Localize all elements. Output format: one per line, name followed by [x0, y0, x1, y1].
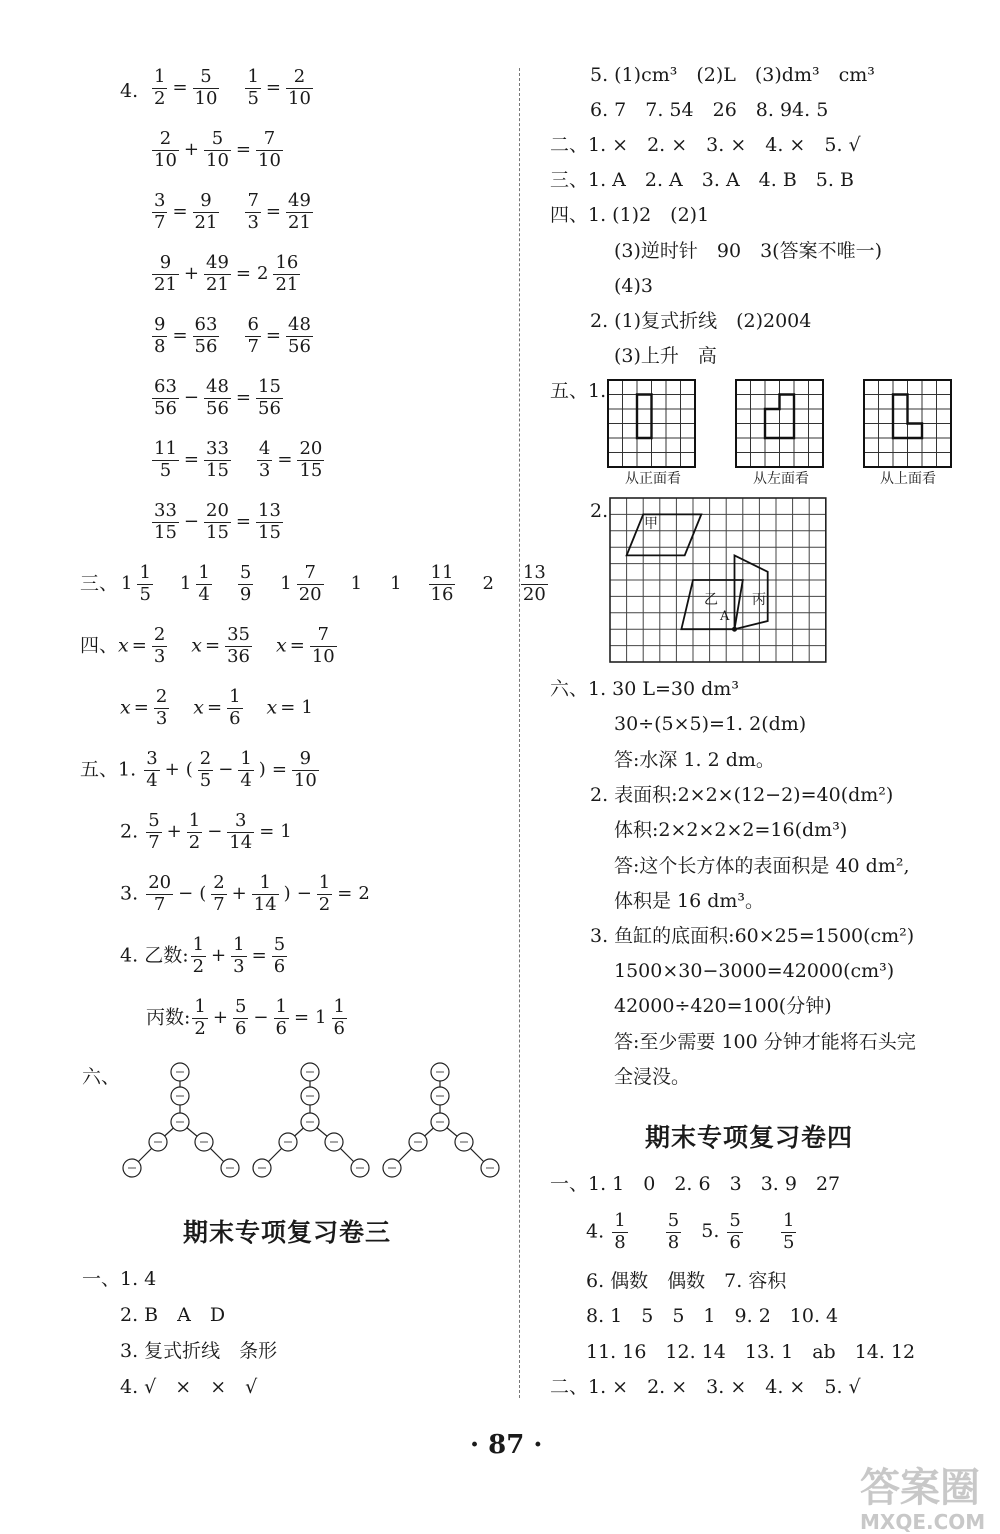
answer-line: 答:水深 1. 2 dm。: [614, 749, 775, 771]
fraction: $\frac{3}{4}$: [146, 748, 158, 791]
sec3-line-1: 一、1. 4: [82, 1268, 157, 1290]
fraction: $\frac{1}{6}$: [229, 686, 241, 729]
wu-eq-2: 2. $\frac{5}{7}$ + $\frac{1}{2}$ − $\frac{3}{14}$ = 1: [120, 810, 292, 853]
equation-row: $\frac{2}{10}$ + $\frac{5}{10}$ = $\frac{7}{10}$: [154, 128, 281, 171]
answer-line: 五、1.: [550, 380, 607, 402]
fraction: $\frac{5}{6}$: [729, 1210, 741, 1253]
fraction: $\frac{1}{5}$: [247, 66, 259, 109]
fraction: $\frac{9}{10}$: [293, 748, 317, 791]
sec4-line-1: 一、1. 1 0 2. 6 3 3. 9 27: [550, 1173, 841, 1195]
fraction: $\frac{1}{5}$: [139, 562, 151, 605]
answer-line: 42000÷420=100(分钟): [614, 995, 832, 1017]
answer-line: 体积是 16 dm³。: [614, 890, 765, 912]
section-title-3: 期末专项复习卷三: [183, 1218, 392, 1247]
view-shape: [637, 395, 652, 439]
fraction: $\frac{7}{10}$: [258, 128, 281, 171]
label-bing: 丙: [752, 592, 766, 608]
answer-line: 2. (1)复式折线 (2)2004: [590, 310, 812, 332]
answer-line: 二、1. × 2. × 3. × 4. × 5. √: [550, 134, 861, 156]
fraction: $\frac{1}{4}$: [240, 748, 252, 791]
fraction: $\frac{2}{3}$: [155, 686, 168, 729]
section-si-row1: 四、x = $\frac{2}{3}$ x = $\frac{35}{36}$ x = $\frac{7}{10}$: [80, 624, 335, 667]
sec4-line-4: 8. 1 5 5 1 9. 2 10. 4: [586, 1305, 839, 1327]
fraction: $\frac{5}{9}$: [239, 562, 252, 605]
fraction: $\frac{9}{21}$: [154, 252, 177, 295]
fraction: $\frac{20}{7}$: [148, 872, 172, 915]
fraction: $\frac{13}{15}$: [258, 500, 281, 543]
label-yi: 乙: [704, 592, 718, 608]
fraction: $\frac{1}{2}$: [192, 934, 205, 977]
sec4-line-6: 二、1. × 2. × 3. × 4. × 5. √: [550, 1376, 861, 1398]
fraction: $\frac{1}{2}$: [188, 810, 201, 853]
answer-line: (4)3: [614, 275, 654, 297]
fraction: $\frac{3}{14}$: [229, 810, 253, 853]
answer-line: 6. 7 7. 54 26 8. 94. 5: [590, 99, 829, 121]
answer-line: 2. 表面积:2×2×(12−2)=40(dm²): [590, 784, 894, 806]
fraction: $\frac{33}{15}$: [154, 500, 177, 543]
fraction: $\frac{1}{14}$: [253, 872, 277, 915]
fraction: $\frac{15}{56}$: [258, 376, 281, 419]
label-jia: 甲: [644, 516, 658, 532]
caption-left-view: 从左面看: [753, 471, 809, 487]
fraction: $\frac{11}{5}$: [154, 438, 177, 481]
three-view-grids: [608, 380, 958, 455]
fraction: $\frac{1}{8}$: [614, 1210, 626, 1253]
fraction: $\frac{9}{21}$: [194, 190, 218, 233]
sec3-line-2: 2. B A D: [120, 1304, 226, 1326]
fraction: $\frac{4}{3}$: [258, 438, 271, 481]
section-liu-label: 六、: [82, 1066, 121, 1088]
answer-line: 六、1. 30 L=30 dm³: [550, 678, 739, 700]
sec4-line-3: 6. 偶数 偶数 7. 容积: [586, 1270, 787, 1292]
answer-line: 全浸没。: [614, 1066, 691, 1088]
equation-row: $\frac{33}{15}$ − $\frac{20}{15}$ = $\frac{13}{15}$: [154, 500, 281, 543]
caption-top-view: 从上面看: [880, 471, 936, 487]
answer-line: 三、1. A 2. A 3. A 4. B 5. B: [550, 169, 854, 191]
fraction: $\frac{1}{6}$: [275, 996, 287, 1039]
equation-row: $\frac{3}{7}$ = $\frac{9}{21}$ $\frac{7}{3}$ = $\frac{49}{21}$: [154, 190, 311, 233]
section-si-row2: x = $\frac{2}{3}$ x = $\frac{1}{6}$ x = 1: [120, 686, 313, 729]
fraction: $\frac{1}{2}$: [194, 996, 206, 1039]
answer-line: 1500×30−3000=42000(cm³): [614, 960, 895, 982]
fraction: $\frac{5}{10}$: [194, 66, 218, 109]
sec4-line-5: 11. 16 12. 14 13. 1 ab 14. 12: [586, 1341, 916, 1363]
fraction: $\frac{2}{3}$: [153, 624, 166, 667]
answer-line: 2.: [590, 500, 609, 522]
wu-eq-1: 五、1. $\frac{3}{4}$ + ( $\frac{2}{5}$ − $\frac{1}{4}$ ) = $\frac{9}{10}$: [80, 748, 317, 791]
wu-eq-5: 丙数: $\frac{1}{2}$ + $\frac{5}{6}$ − $\frac{1}{6}$ = 1 $\frac{1}{6}$: [146, 996, 345, 1039]
answer-line: 答:至少需要 100 分钟才能将石头完: [614, 1031, 916, 1053]
sec3-line-4: 4. √ × × √: [120, 1376, 258, 1398]
fraction: $\frac{2}{10}$: [154, 128, 177, 171]
answer-line: 答:这个长方体的表面积是 40 dm²,: [614, 855, 910, 877]
section-title-4: 期末专项复习卷四: [645, 1123, 854, 1152]
transformation-grid: [610, 498, 826, 663]
fraction: $\frac{7}{10}$: [311, 624, 335, 667]
sec4-line-2: 4. $\frac{1}{8}$ $\frac{5}{8}$ 5. $\frac{5}{6}$ $\frac{1}{5}$: [586, 1210, 795, 1253]
answer-line: 5. (1)cm³ (2)L (3)dm³ cm³: [590, 64, 875, 86]
fraction: $\frac{5}{10}$: [206, 128, 229, 171]
fraction: $\frac{9}{8}$: [154, 314, 166, 357]
answer-line: 30÷(5×5)=1. 2(dm): [614, 713, 807, 735]
item4-label: 4.: [120, 80, 139, 102]
equation-row: $\frac{11}{5}$ = $\frac{33}{15}$ $\frac{4}{3}$ = $\frac{20}{15}$: [154, 438, 323, 481]
fraction: $\frac{1}{2}$: [318, 872, 331, 915]
section-san: 三、 1 $\frac{1}{5}$ 1 $\frac{1}{4}$ $\frac{5}{9}$ 1 $\frac{7}{20}$ 1 1 $\frac{11}{16}$ 2 $\frac{13}{20}$: [80, 562, 546, 605]
fraction: $\frac{48}{56}$: [206, 376, 229, 419]
fraction: $\frac{35}{36}$: [227, 624, 250, 667]
fraction: $\frac{5}{8}$: [667, 1210, 680, 1253]
fraction: $\frac{7}{3}$: [247, 190, 259, 233]
fraction: $\frac{7}{20}$: [298, 562, 322, 605]
fraction: $\frac{2}{7}$: [213, 872, 225, 915]
fraction: $\frac{5}{7}$: [148, 810, 160, 853]
answer-line: (3)逆时针 90 3(答案不唯一): [614, 240, 883, 262]
fraction: $\frac{20}{15}$: [206, 500, 229, 543]
fraction: $\frac{13}{20}$: [522, 562, 546, 605]
fraction: $\frac{49}{21}$: [206, 252, 229, 295]
equation-row: $\frac{9}{21}$ + $\frac{49}{21}$ = 2 $\frac{16}{21}$: [154, 252, 299, 295]
fraction: $\frac{6}{7}$: [247, 314, 259, 357]
fraction: $\frac{2}{5}$: [199, 748, 212, 791]
fraction: $\frac{63}{56}$: [194, 314, 218, 357]
fraction: $\frac{1}{4}$: [198, 562, 210, 605]
wu-eq-3: 3. $\frac{20}{7}$ − ( $\frac{2}{7}$ + $\frac{1}{14}$ ) − $\frac{1}{2}$ = 2: [120, 872, 370, 915]
fraction: $\frac{48}{56}$: [288, 314, 311, 357]
shape-jia: [627, 514, 702, 555]
label-point-a: A: [720, 609, 730, 624]
fraction: $\frac{63}{56}$: [154, 376, 177, 419]
fraction: $\frac{1}{2}$: [154, 66, 166, 109]
fraction: $\frac{3}{7}$: [154, 190, 166, 233]
watermark-logo: 答案圈 MXQE.COM: [860, 1465, 986, 1534]
point-a: [732, 627, 737, 632]
fraction: $\frac{1}{3}$: [233, 934, 245, 977]
fraction-tree-diagrams: [110, 1060, 500, 1190]
answer-line: 四、1. (1)2 (2)1: [550, 204, 710, 226]
fraction: $\frac{5}{6}$: [273, 934, 286, 977]
fraction: $\frac{1}{6}$: [333, 996, 345, 1039]
fraction: $\frac{20}{15}$: [299, 438, 323, 481]
sec3-line-3: 3. 复式折线 条形: [120, 1340, 278, 1362]
answer-line: 3. 鱼缸的底面积:60×25=1500(cm²): [590, 925, 915, 947]
fraction: $\frac{2}{10}$: [288, 66, 311, 109]
equation-row: $\frac{9}{8}$ = $\frac{63}{56}$ $\frac{6}{7}$ = $\frac{48}{56}$: [154, 314, 311, 357]
fraction: $\frac{1}{5}$: [782, 1210, 795, 1253]
fraction: $\frac{16}{21}$: [275, 252, 299, 295]
fraction: $\frac{33}{15}$: [206, 438, 229, 481]
wu-eq-4: 4. 乙数: $\frac{1}{2}$ + $\frac{1}{3}$ = $\frac{5}{6}$: [120, 934, 286, 977]
fraction: $\frac{11}{16}$: [430, 562, 454, 605]
fraction: $\frac{5}{6}$: [234, 996, 247, 1039]
answer-line: 体积:2×2×2×2=16(dm³): [614, 819, 848, 841]
page-number: · 87 ·: [470, 1430, 543, 1460]
caption-front-view: 从正面看: [625, 471, 681, 487]
column-divider: [519, 68, 520, 1398]
equation-row: $\frac{63}{56}$ − $\frac{48}{56}$ = $\frac{15}{56}$: [154, 376, 281, 419]
equation-row: $\frac{1}{2}$ = $\frac{5}{10}$ $\frac{1}{5}$ = $\frac{2}{10}$: [154, 66, 311, 109]
fraction: $\frac{49}{21}$: [288, 190, 311, 233]
answer-line: (3)上升 高: [614, 345, 717, 367]
